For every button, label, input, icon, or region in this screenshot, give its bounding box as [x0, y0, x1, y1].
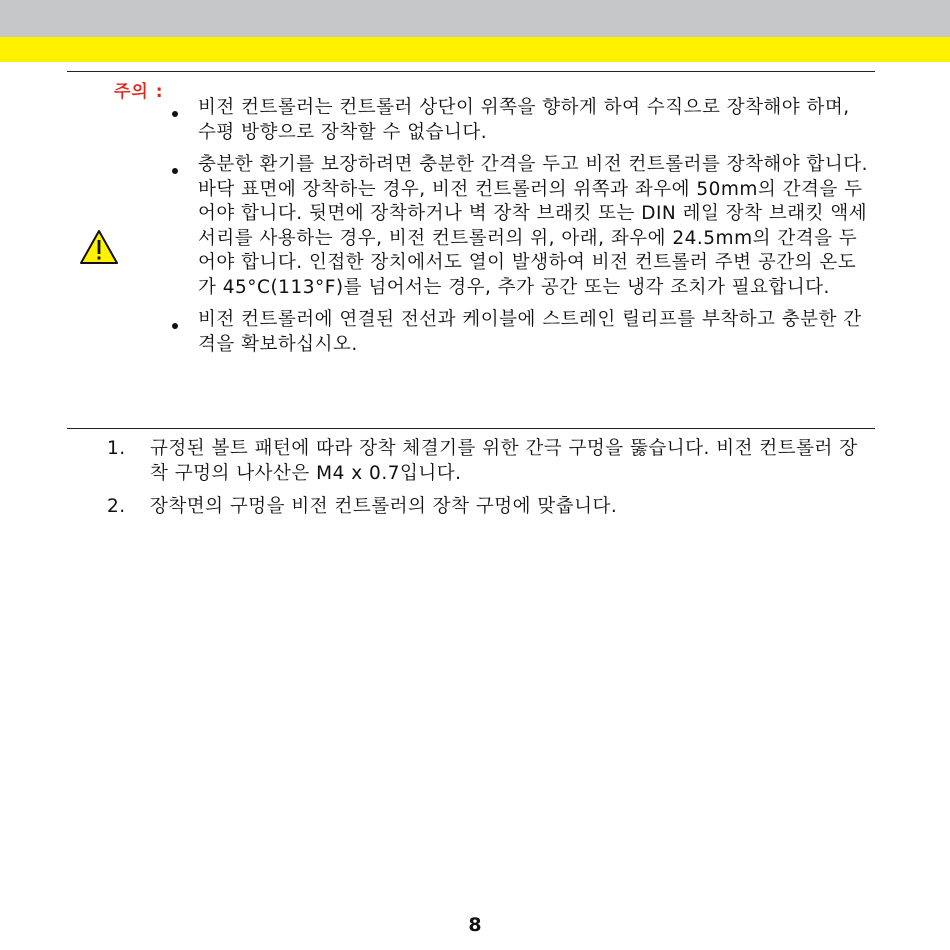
- step-number: 2.: [107, 496, 126, 517]
- bullet-icon: [172, 111, 178, 117]
- caution-item-text: 비전 컨트롤러는 컨트롤러 상단이 위쪽을 향하게 하여 수직으로 장착해야 하며, 수평 방향으로 장착할 수 없습니다.: [198, 97, 850, 143]
- caution-item-text: 비전 컨트롤러에 연결된 전선과 케이블에 스트레인 릴리프를 부착하고 충분한 간격을 확보하십시오.: [198, 309, 862, 355]
- caution-label: 주의 :: [114, 82, 164, 102]
- step-text: 장착면의 구멍을 비전 컨트롤러의 장착 구멍에 맞춥니다.: [150, 496, 618, 517]
- caution-item: [172, 153, 872, 300]
- step-item: [107, 495, 867, 520]
- bullet-icon: [172, 323, 178, 329]
- caution-item: [172, 308, 872, 357]
- bullet-icon: [172, 168, 178, 174]
- warning-triangle-icon: [79, 229, 119, 265]
- page-number: 8: [468, 914, 482, 936]
- header-gray-bar: [0, 0, 950, 37]
- caution-list: [172, 96, 872, 365]
- step-number: 1.: [107, 438, 126, 459]
- caution-bottom-rule: [67, 428, 875, 429]
- step-list: [107, 437, 867, 529]
- step-item: [107, 437, 867, 486]
- caution-item: [172, 96, 872, 145]
- caution-item-text: 충분한 환기를 보장하려면 충분한 간격을 두고 비전 컨트롤러를 장착해야 합니다. 바닥 표면에 장착하는 경우, 비전 컨트롤러의 위쪽과 좌우에 50mm의 간격을 두어야 합니다. 뒷면에 장착하거나 벽 장착 브래킷 또는 DIN 레일 장착 브래킷 액세서리를 사용하는 경우, 비전 컨트롤러의 위, 아래, 좌우에 24.5mm의 간격을 두어야 합니다. 인접한 장치에서도 열이 발생하여 비전 컨트롤러 주변 공간의 온도가 45°C(113°F)를 넘어서는 경우, 추가 공간 또는 냉각 조치가 필요합니다.: [198, 154, 869, 298]
- step-text: 규정된 볼트 패턴에 따라 장착 체결기를 위한 간극 구멍을 뚫습니다. 비전 컨트롤러 장착 구멍의 나사산은 M4 x 0.7입니다.: [150, 438, 858, 484]
- caution-top-rule: [67, 71, 875, 72]
- header-yellow-bar: [0, 37, 950, 62]
